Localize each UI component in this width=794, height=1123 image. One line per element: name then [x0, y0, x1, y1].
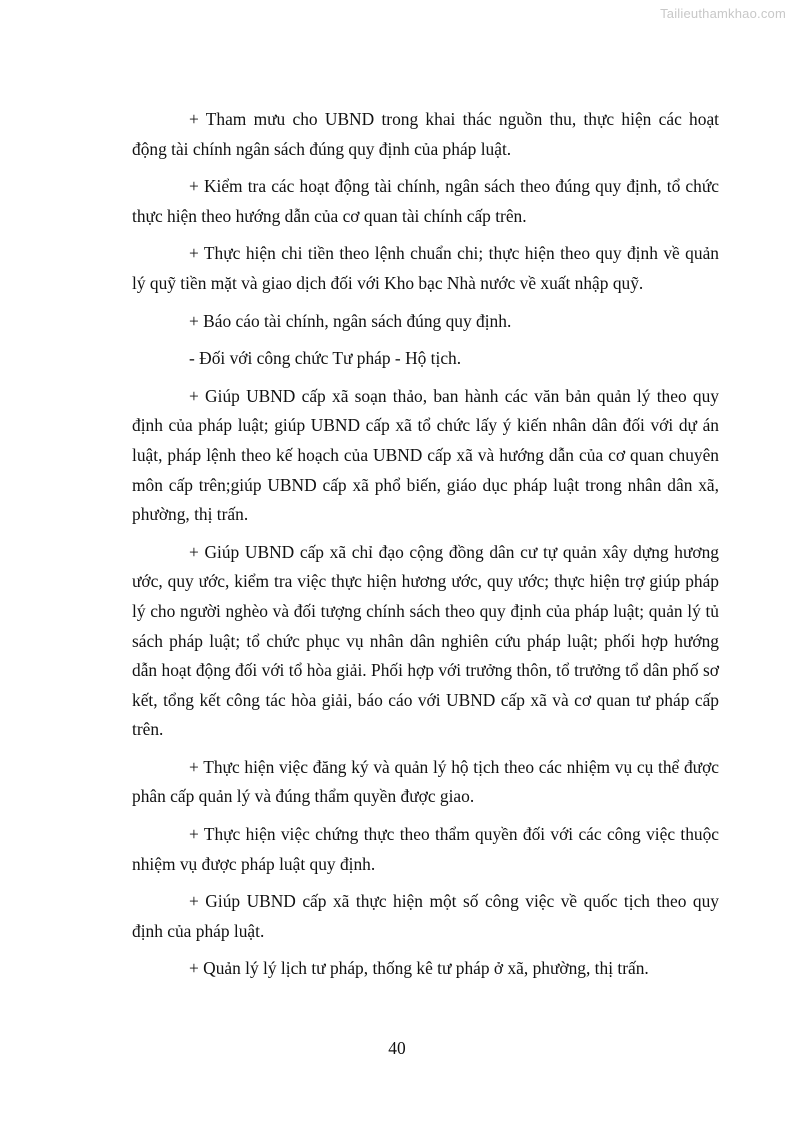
paragraph-drafting-documents: + Giúp UBND cấp xã soạn thảo, ban hành các văn bản quản lý theo quy định của pháp luật; giúp UBND cấp xã tổ chức lấy ý kiến nhân dân đối với dự án luật, pháp lệnh theo kế hoạch của UBND cấp xã và hướng dẫn của cơ quan chuyên môn cấp trên;giúp UBND cấp xã phổ biến, giáo dục pháp luật trong nhân dân xã, phường, thị trấn.: [132, 385, 719, 525]
paragraph-revenue-advice: + Tham mưu cho UBND trong khai thác nguồn thu, thực hiện các hoạt động tài chính ngân sách đúng quy định của pháp luật.: [132, 109, 719, 159]
paragraph-judicial-records: + Quản lý lý lịch tư pháp, thống kê tư pháp ở xã, phường, thị trấn.: [189, 958, 649, 979]
paragraph-justice-officer-heading: - Đối với công chức Tư pháp - Hộ tịch.: [189, 348, 462, 369]
paragraph-nationality: + Giúp UBND cấp xã thực hiện một số công việc về quốc tịch theo quy định của pháp luật.: [132, 891, 719, 941]
paragraph-certification: + Thực hiện việc chứng thực theo thẩm quyền đối với các công việc thuộc nhiệm vụ được pháp luật quy định.: [132, 824, 719, 874]
paragraph-civil-registration: + Thực hiện việc đăng ký và quản lý hộ tịch theo các nhiệm vụ cụ thể được phân cấp quản lý và đúng thẩm quyền được giao.: [132, 756, 719, 807]
page-number: 40: [388, 1038, 406, 1058]
document-body: [132, 105, 719, 992]
watermark: Tailieuthamkhao.com: [660, 6, 786, 21]
paragraph-financial-report: + Báo cáo tài chính, ngân sách đúng quy định.: [189, 310, 512, 331]
paragraph-financial-inspection: + Kiểm tra các hoạt động tài chính, ngân sách theo đúng quy định, tổ chức thực hiện theo hướng dẫn của cơ quan tài chính cấp trên.: [132, 176, 719, 226]
paragraph-community-conventions: + Giúp UBND cấp xã chỉ đạo cộng đồng dân cư tự quản xây dựng hương ước, quy ước, kiểm tra việc thực hiện hương ước, quy ước; thực hiện trợ giúp pháp lý cho người nghèo và đối tượng chính sách theo quy định của pháp luật; quản lý tủ sách pháp luật; tổ chức phục vụ nhân dân nghiên cứu pháp luật; phối hợp hướng dẫn hoạt động đối với tổ hòa giải. Phối hợp với trưởng thôn, tổ trưởng tổ dân phố sơ kết, tổng kết công tác hòa giải, báo cáo với UBND cấp xã và cơ quan tư pháp cấp trên.: [132, 541, 719, 740]
paragraph-cash-disbursement: + Thực hiện chi tiền theo lệnh chuẩn chi; thực hiện theo quy định về quản lý quỹ tiền mặt và giao dịch đối với Kho bạc Nhà nước về xuất nhập quỹ.: [132, 243, 719, 293]
